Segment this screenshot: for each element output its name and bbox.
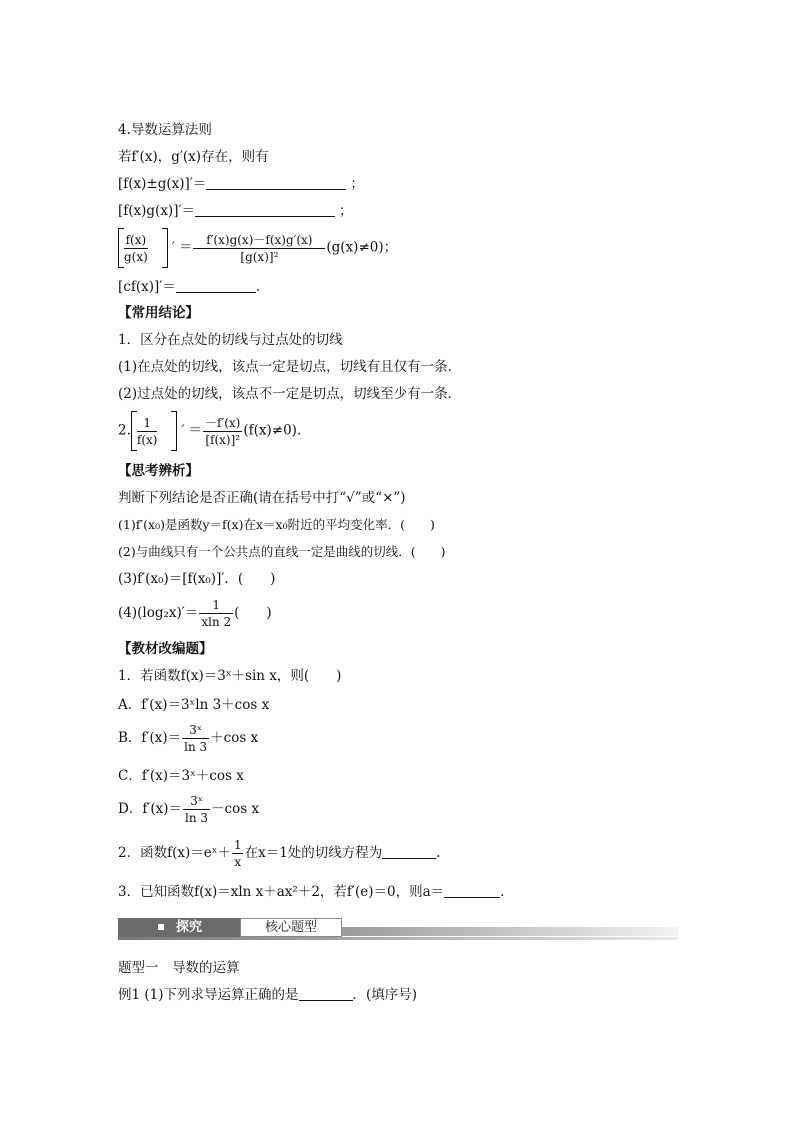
square-bullet-icon bbox=[158, 924, 164, 930]
equals: ＝ bbox=[178, 239, 193, 256]
option-b[interactable] bbox=[118, 723, 258, 754]
banner-dark-tab bbox=[118, 918, 240, 937]
banner-left-label: 探究 bbox=[176, 920, 203, 935]
rule-product-lhs: [f(x)g(x)]′＝ bbox=[118, 203, 196, 219]
question-type-title: 题型一 导数的运算 bbox=[118, 960, 240, 976]
judgement-q1[interactable]: (1)f′(x₀)是函数y＝f(x)在x＝x₀附近的平均变化率．( ) bbox=[118, 517, 435, 532]
fraction-denominator: ln 3 bbox=[185, 811, 209, 825]
fraction-numerator: －f′(x) bbox=[205, 415, 241, 430]
option-d[interactable] bbox=[118, 794, 259, 825]
fraction-numerator: 1 bbox=[143, 415, 151, 430]
example-suffix: ．(填序号) bbox=[352, 987, 418, 1003]
rule-sum-lhs: [f(x)±g(x)]′＝ bbox=[118, 176, 207, 192]
answer-blank[interactable] bbox=[382, 844, 436, 859]
banner-light-tab bbox=[240, 918, 342, 937]
prime: ′ bbox=[181, 422, 185, 439]
problem-3-text: 3．已知函数f(x)＝xln x＋ax²＋2，若f′(e)＝0，则a＝ bbox=[118, 884, 445, 900]
answer-blank[interactable] bbox=[195, 202, 335, 217]
banner-underline bbox=[118, 937, 678, 940]
fraction-denominator: [g(x)]² bbox=[240, 249, 279, 264]
rules-intro: 若f′(x)，g′(x)存在，则有 bbox=[118, 149, 269, 165]
judgement-q3[interactable]: (3)f′(x₀)＝[f(x₀)]′．( ) bbox=[118, 571, 276, 587]
judgement-intro: 判断下列结论是否正确(请在括号中打“√”或“×”) bbox=[118, 490, 406, 506]
option-d-fraction bbox=[183, 794, 210, 825]
conclusion-1b: (2)过点处的切线，该点不一定是切点，切线至少有一条． bbox=[118, 386, 462, 402]
rule-constant bbox=[118, 278, 260, 296]
fraction-denominator: ln 3 bbox=[184, 740, 208, 754]
problem-2-suffix: 在x＝1处的切线方程为 bbox=[244, 845, 383, 861]
conclusion-1: 1．区分在点处的切线与过点处的切线 bbox=[118, 332, 343, 348]
answer-blank[interactable] bbox=[176, 278, 256, 293]
semicolon: ； bbox=[350, 176, 364, 192]
problem-1: 1．若函数f(x)＝3ˣ＋sin x，则( ) bbox=[118, 668, 342, 684]
judgement-q2[interactable]: (2)与曲线只有一个公共点的直线一定是曲线的切线．( ) bbox=[118, 544, 446, 559]
conclusion-2-prefix: 2. bbox=[118, 422, 131, 439]
period: . bbox=[500, 884, 505, 900]
problem-2 bbox=[118, 838, 441, 869]
right-bracket bbox=[162, 228, 168, 268]
answer-blank[interactable] bbox=[206, 175, 346, 190]
fraction-denominator: x bbox=[234, 855, 242, 869]
quotient-condition: (g(x)≠0)； bbox=[326, 239, 398, 256]
option-c[interactable]: C．f′(x)＝3ˣ＋cos x bbox=[118, 768, 244, 784]
right-bracket bbox=[171, 411, 177, 451]
period: . bbox=[436, 845, 441, 861]
fraction-denominator: f(x) bbox=[136, 432, 158, 447]
answer-blank[interactable] bbox=[299, 986, 353, 1001]
rule-product bbox=[118, 202, 353, 220]
conclusion-2 bbox=[118, 411, 301, 451]
fraction-numerator[interactable]: f′(x)g(x)－f(x)g′(x) bbox=[193, 233, 325, 249]
option-a[interactable]: A．f′(x)＝3ˣln 3＋cos x bbox=[118, 697, 270, 713]
q4-suffix: ( ) bbox=[234, 605, 272, 621]
option-d-prefix: D．f′(x)＝ bbox=[118, 801, 183, 817]
example-1 bbox=[118, 986, 417, 1004]
prime: ′ bbox=[171, 239, 175, 256]
banner-right-label: 核心题型 bbox=[264, 920, 317, 935]
example-text: 例1 (1)下列求导运算正确的是 bbox=[118, 987, 299, 1003]
period: . bbox=[255, 279, 261, 295]
fraction-numerator: 1 bbox=[212, 598, 221, 612]
quotient-fraction bbox=[124, 232, 148, 265]
section-heading-textbook: 【教材改编题】 bbox=[118, 641, 213, 657]
fraction-numerator: 1 bbox=[233, 838, 242, 852]
semicolon: ； bbox=[339, 203, 353, 219]
section-heading-conclusions: 【常用结论】 bbox=[118, 305, 199, 321]
problem-2-prefix: 2．函数f(x)＝eˣ＋ bbox=[118, 845, 231, 861]
fraction-denominator: xln 2 bbox=[201, 615, 232, 629]
reciprocal-fraction bbox=[137, 415, 158, 448]
judgement-q4[interactable] bbox=[118, 598, 272, 629]
option-b-fraction bbox=[182, 723, 209, 754]
option-b-prefix: B．f′(x)＝ bbox=[118, 730, 182, 746]
fraction-denominator: g(x) bbox=[124, 249, 148, 264]
quotient-rhs-fraction bbox=[193, 233, 325, 264]
rule-quotient bbox=[118, 228, 397, 268]
problem-3 bbox=[118, 883, 504, 901]
option-b-suffix: ＋cos x bbox=[210, 730, 259, 746]
fraction-denominator: [f(x)]² bbox=[205, 432, 241, 447]
equals: ＝ bbox=[188, 422, 203, 439]
reciprocal-condition: (f(x)≠0). bbox=[243, 422, 302, 439]
section-heading-judgement: 【思考辨析】 bbox=[118, 463, 199, 479]
section-heading-rules: 4.导数运算法则 bbox=[118, 122, 212, 138]
fraction-numerator: 3ˣ bbox=[190, 794, 203, 808]
q4-prefix: (4)(log₂x)′＝ bbox=[118, 605, 199, 621]
answer-blank[interactable] bbox=[444, 883, 500, 898]
reciprocal-rhs-fraction bbox=[203, 416, 242, 447]
section-banner bbox=[118, 918, 678, 940]
rule-constant-lhs: [cf(x)]′＝ bbox=[118, 279, 176, 295]
fraction-numerator: f(x) bbox=[125, 232, 147, 247]
conclusion-1a: (1)在点处的切线，该点一定是切点，切线有且仅有一条． bbox=[118, 359, 462, 375]
fraction-numerator: 3ˣ bbox=[189, 723, 203, 737]
rule-sum bbox=[118, 175, 364, 193]
q4-fraction bbox=[199, 598, 233, 629]
problem-2-fraction bbox=[232, 838, 244, 869]
option-d-suffix: －cos x bbox=[211, 801, 260, 817]
banner-gradient-bar bbox=[342, 927, 678, 936]
